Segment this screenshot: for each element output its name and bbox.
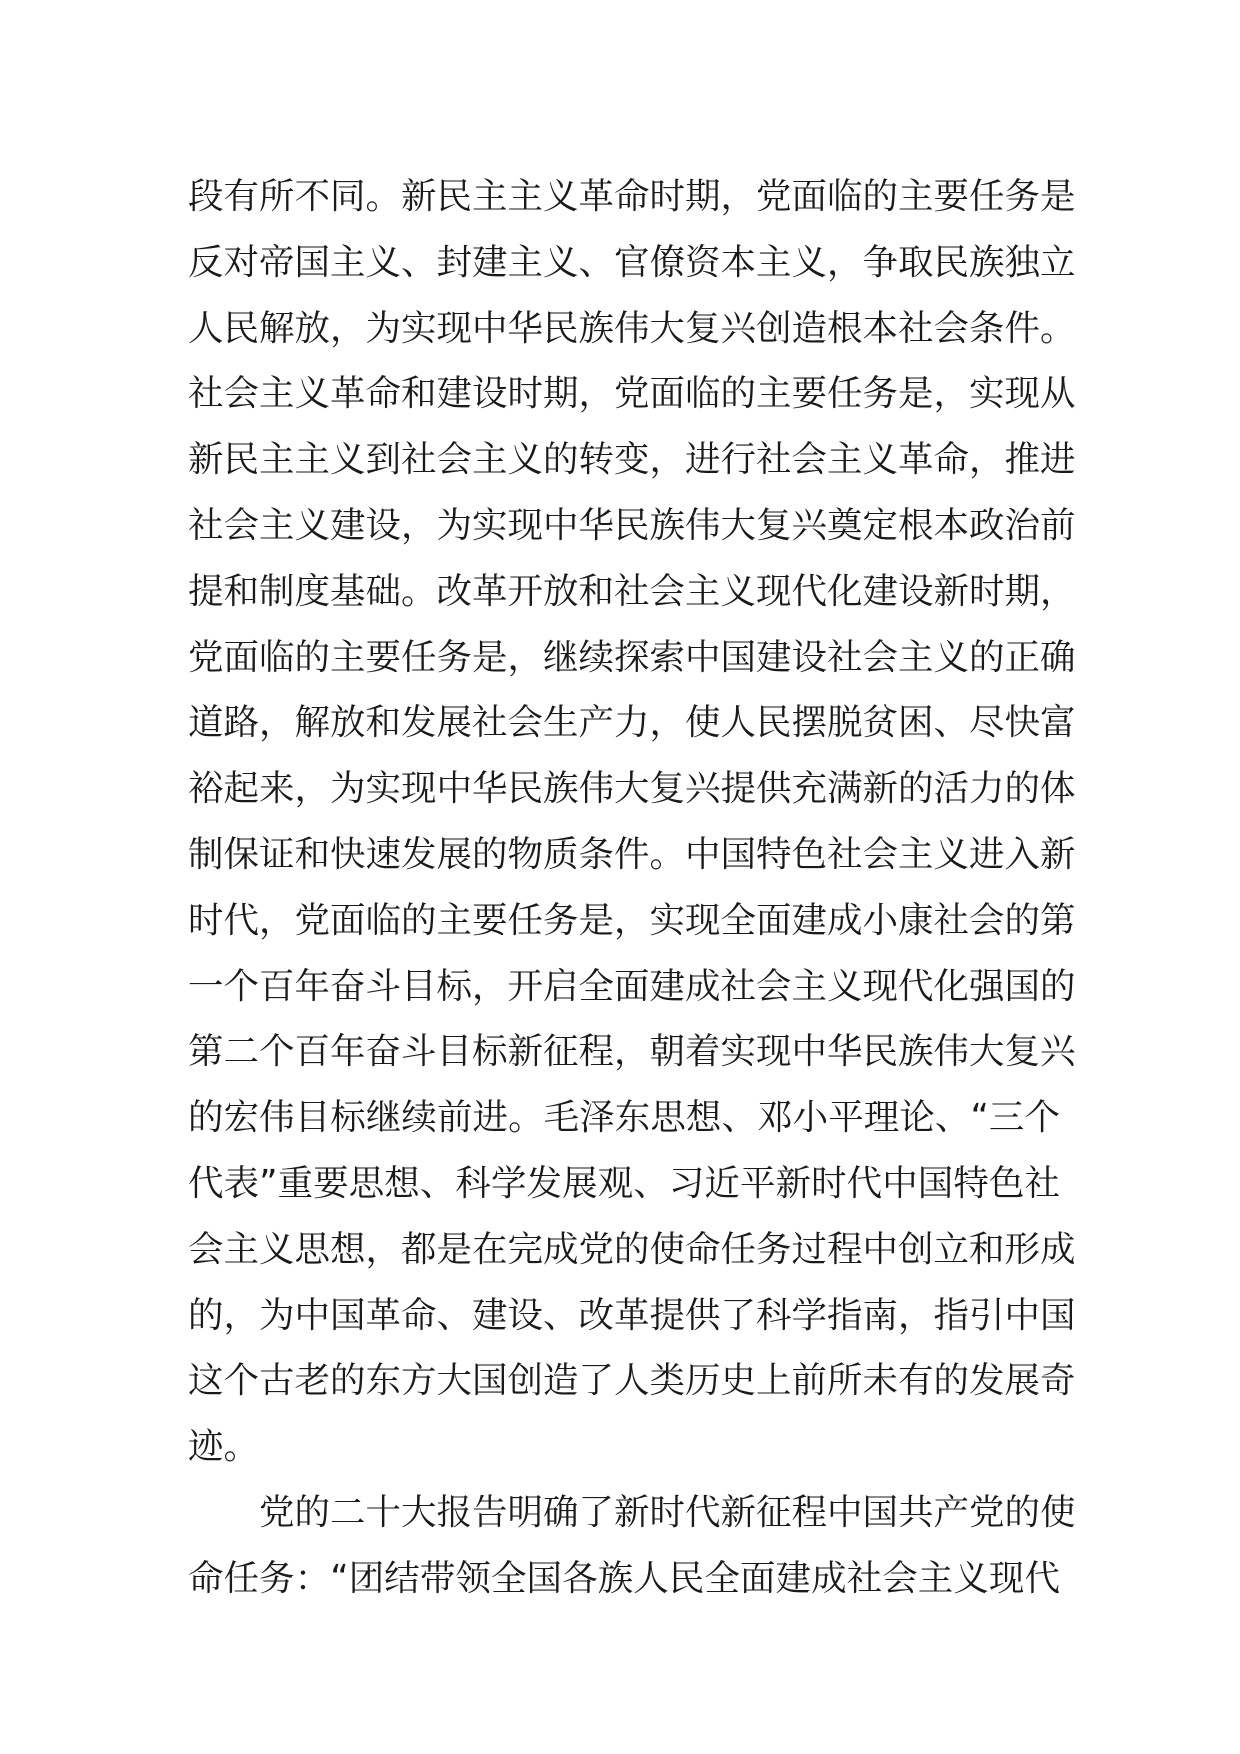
text-line: 党的二十大报告明确了新时代新征程中国共产党的使 [259,1491,1076,1533]
text-line: 反对帝国主义、封建主义、官僚资本主义，争取民族独立 [188,241,1076,283]
text-line: 社会主义建设，为实现中华民族伟大复兴奠定根本政治前 [188,504,1076,546]
text-line: 段有所不同。新民主主义革命时期，党面临的主要任务是 [188,176,1076,217]
text-line: 的，为中国革命、建设、改革提供了科学指南，指引中国 [188,1294,1076,1336]
text-line: 社会主义革命和建设时期，党面临的主要任务是，实现从 [188,373,1076,415]
text-line: 提和制度基础。改革开放和社会主义现代化建设新时期， [188,570,1076,612]
text-line: 人民解放，为实现中华民族伟大复兴创造根本社会条件。 [188,307,1076,349]
text-line: 会主义思想，都是在完成党的使命任务过程中创立和形成 [188,1228,1076,1270]
text-line: 的宏伟目标继续前进。毛泽东思想、邓小平理论、“三个 [188,1097,1060,1139]
body-text [188,164,1076,1612]
text-line: 裕起来，为实现中华民族伟大复兴提供充满新的活力的体 [188,768,1076,810]
text-line: 迹。 [188,1426,260,1468]
text-line: 代表”重要思想、科学发展观、习近平新时代中国特色社 [188,1162,1060,1204]
text-line: 新民主主义到社会主义的转变，进行社会主义革命，推进 [188,439,1076,481]
paragraph-2 [188,1480,1076,1612]
paragraph-1 [188,164,1076,1480]
text-line: 制保证和快速发展的物质条件。中国特色社会主义进入新 [188,833,1076,875]
text-line: 一个百年奋斗目标，开启全面建成社会主义现代化强国的 [188,965,1076,1007]
text-line: 第二个百年奋斗目标新征程，朝着实现中华民族伟大复兴 [188,1031,1076,1073]
text-line: 时代，党面临的主要任务是，实现全面建成小康社会的第 [188,899,1076,941]
text-line: 党面临的主要任务是，继续探索中国建设社会主义的正确 [188,636,1076,678]
text-line: 道路，解放和发展社会生产力，使人民摆脱贫困、尽快富 [188,702,1076,744]
text-line: 命任务：“团结带领全国各族人民全面建成社会主义现代 [188,1557,1060,1599]
text-line: 这个古老的东方大国创造了人类历史上前所未有的发展奇 [188,1360,1076,1402]
